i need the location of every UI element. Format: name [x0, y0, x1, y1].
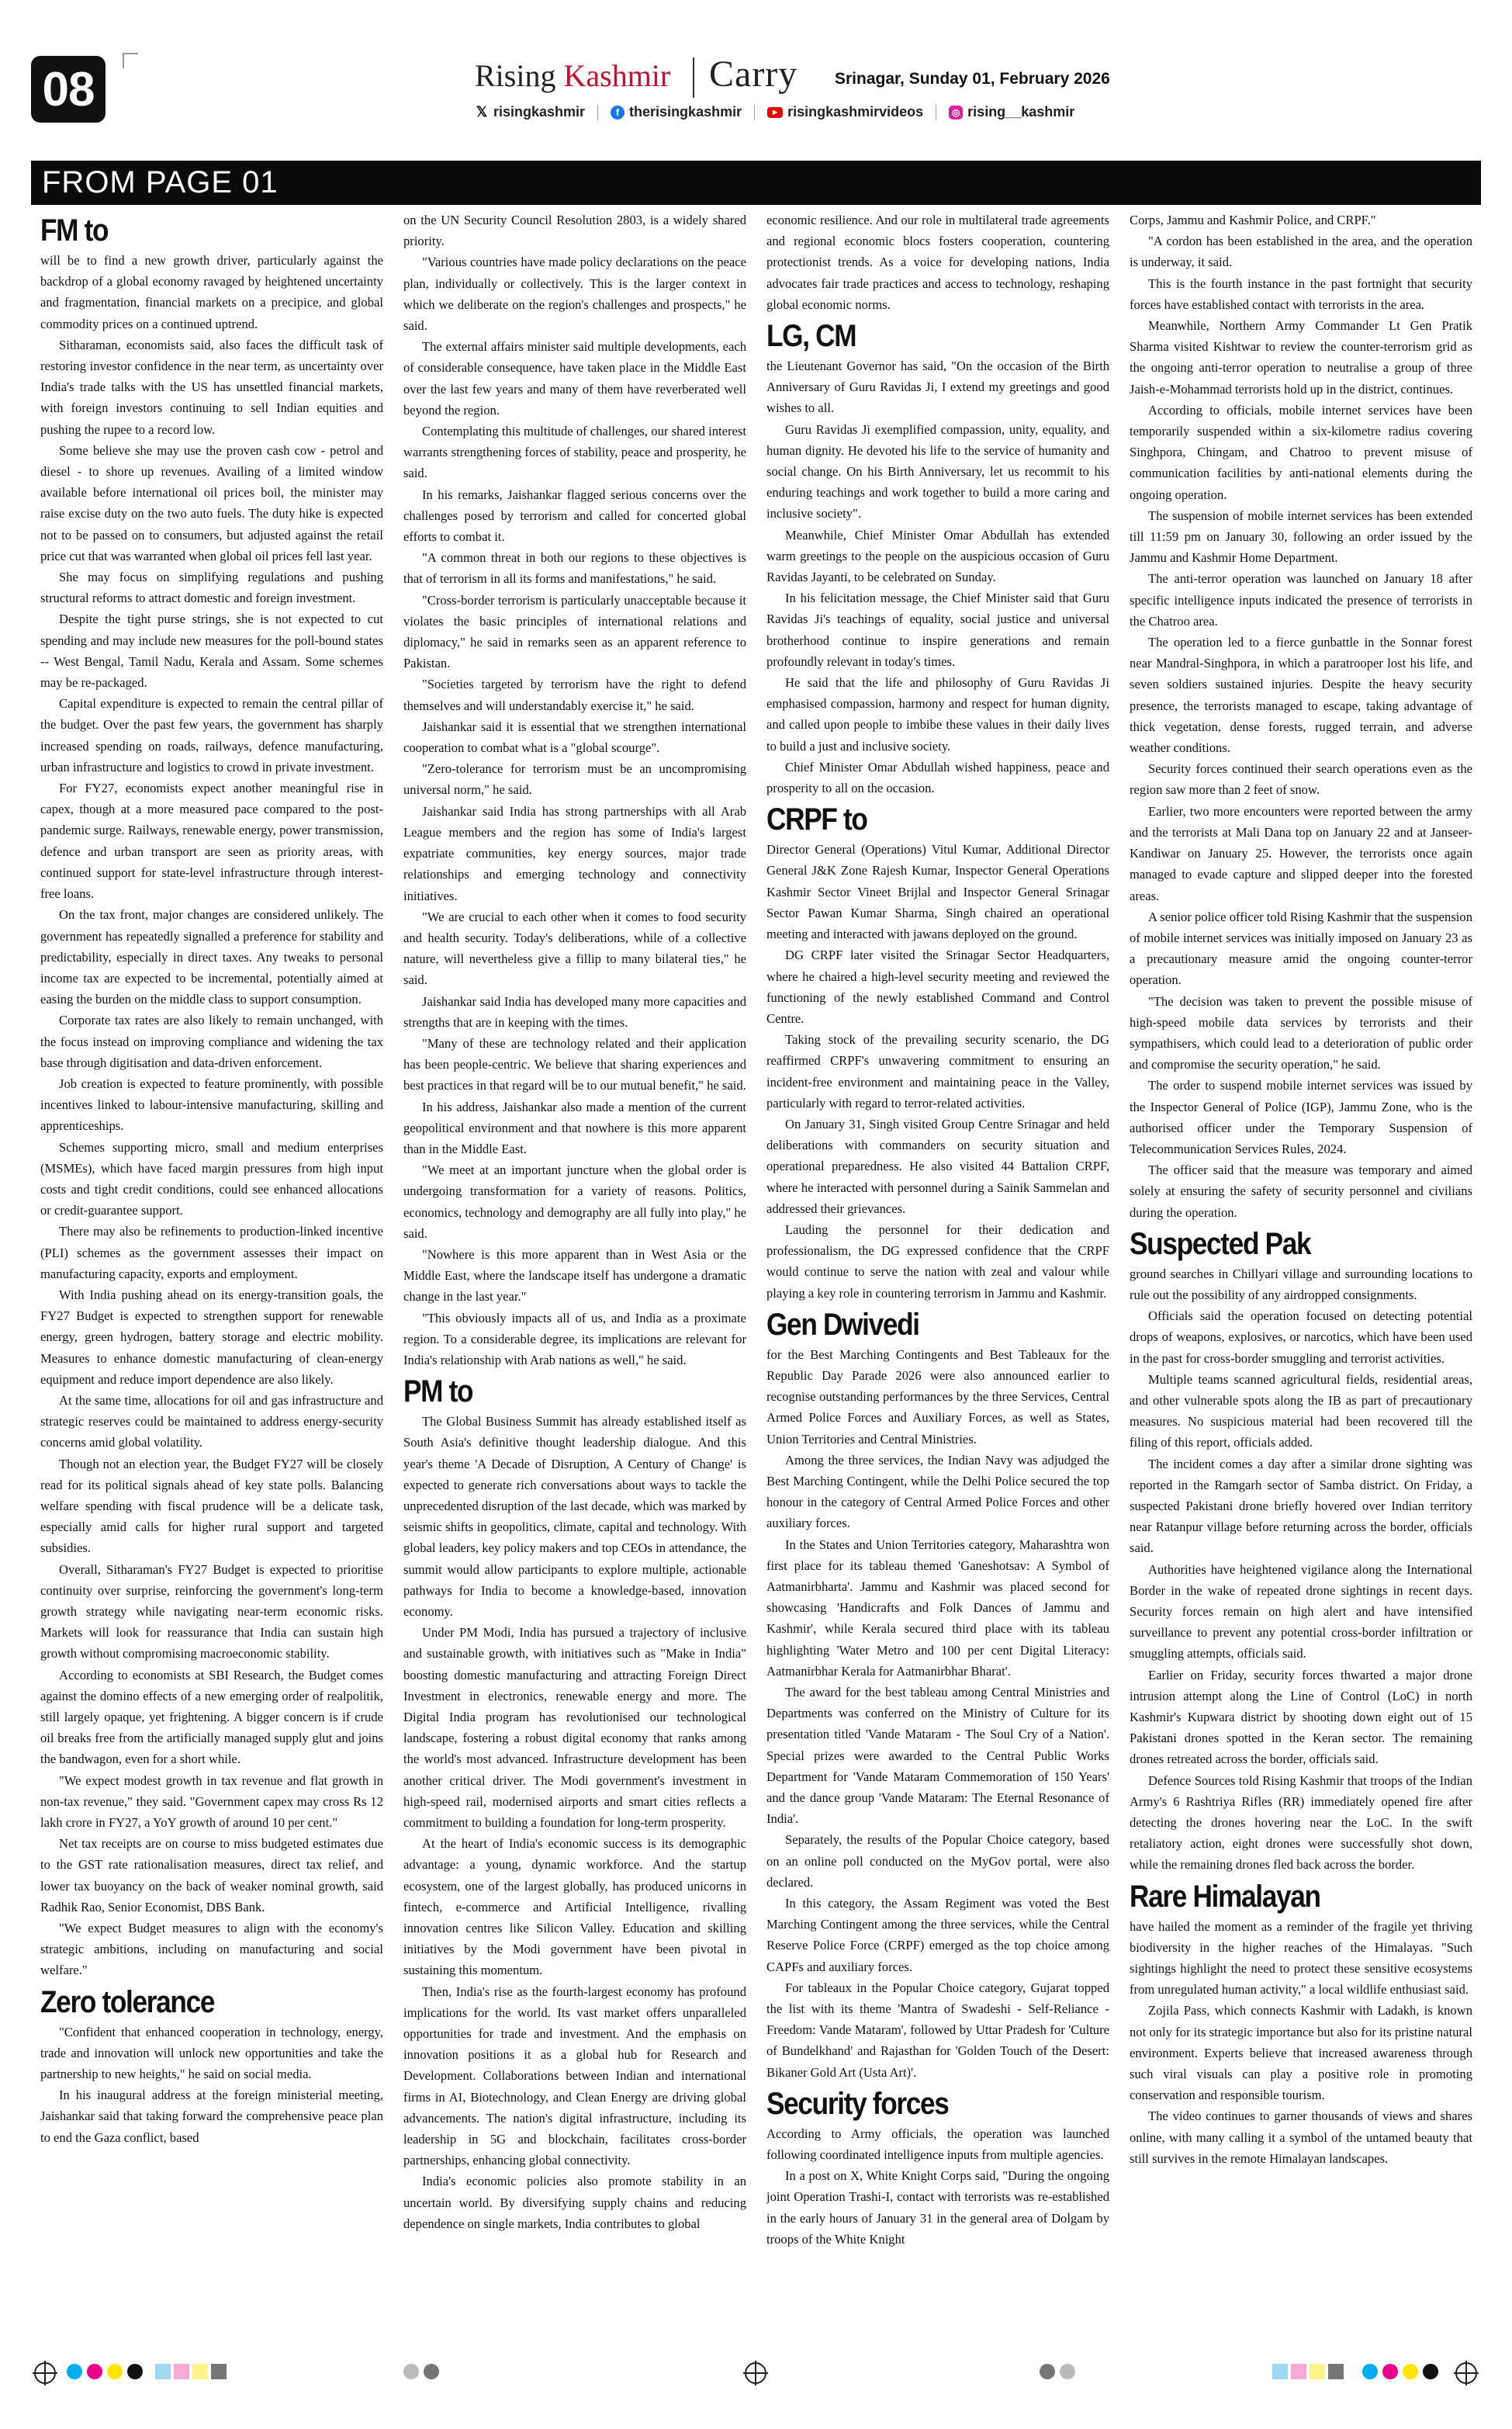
article-paragraph: Meanwhile, Northern Army Commander Lt Gen Pratik Sharma visited Kishtwar to review the counter-terrorism grid as the ongoing anti-terror operation to neutralise a group of three Jaish-e-Mohammad terrorists hold up in the district, continues.	[1130, 318, 1472, 397]
article-paragraph: "This obviously impacts all of us, and India as a proximate region. To a considerable degree, its implications are relevant for India's relationship with Arab nations as well," he said.	[403, 1310, 746, 1367]
article-paragraph: have hailed the moment as a reminder of the fragile yet thriving biodiversity in the higher reaches of the Himalayas. "Such sightings highlight the need to protect these sensitive ecosystems from unregulated human activity," a local wildlife enthusiast said.	[1130, 1918, 1472, 1998]
article-paragraph: Net tax receipts are on course to miss budgeted estimates due to the GST rate rationalisation measures, direct tax relief, and lower tax buoyancy on the back of weaker nominal growth, said Radhik Rao, Senior Economist, DBS Bank.	[40, 1836, 383, 1914]
article-paragraph: Earlier, two more encounters were reported between the army and the terrorists at Mali Dana top on January 22 and at Janseer-Kandiwar on January 25. However, the terrorists once again managed to evade capture and slipped deeper into the forested areas.	[1130, 803, 1472, 903]
article-paragraph: Security forces continued their search operations even as the region saw more than 2 feet of snow.	[1130, 761, 1472, 798]
article-paragraph: The order to suspend mobile internet services was issued by the Inspector General of Police (IGP), Jammu Zone, who is the authorised officer under the Temporary Suspension of Telecommunication Services Rules, 2024.	[1130, 1078, 1472, 1156]
yellow-swatch	[107, 2364, 123, 2379]
article-paragraph: "We expect Budget measures to align with the economy's strategic ambitions, including on manufacturing and social welfare."	[40, 1921, 383, 1978]
divider	[597, 105, 598, 120]
article-paragraph: "A common threat in both our regions to these objectives is that of terrorism in all its forms and manifestations," he said.	[403, 550, 746, 587]
article-paragraph: Chief Minister Omar Abdullah wished happiness, peace and prosperity to all on the occasion.	[766, 759, 1109, 796]
registration-mark-icon	[1455, 2362, 1477, 2384]
article-paragraph: In his felicitation message, the Chief Minister said that Guru Ravidas Ji's teachings of equality, social justice and universal brotherhood continue to inspire generations and remain profoundly relevant in today's times.	[766, 591, 1109, 669]
article-columns	[40, 210, 1472, 2348]
social-youtube[interactable]	[767, 104, 923, 120]
article-paragraph: On the tax front, major changes are considered unlikely. The government has repeatedly signalled a preference for stability and predictability, especially in direct taxes. Any tweaks to personal income tax are expected to be incremental, potentially aimed at easing the burden on the middle class to support consumption.	[40, 907, 383, 1007]
article-headline: Rare Himalayan	[1130, 1879, 1320, 1914]
article-paragraph: for the Best Marching Contingents and Best Tableaux for the Republic Day Parade 2026 were also announced earlier to recognise outstanding performances by the three Services, Central Armed Police Forces and Auxiliary Forces, as well as States, Union Territories and Central Ministries.	[766, 1346, 1109, 1447]
article-paragraph: The award for the best tableau among Central Ministries and Departments was conferred on the Ministry of Culture for its presentation titled 'Vande Mataram - The Soul Cry of a Nation'. Special prizes were awarded to the Central Public Works Department for 'Vande Mataram Commemoration of 150 Years' and the dance group 'Vande Mataram: The Eternal Resonance of India'.	[766, 1685, 1109, 1827]
article-paragraph: There may also be refinements to production-linked incentive (PLI) schemes as the government assesses their impact on manufacturing capacity, exports and employment.	[40, 1224, 383, 1281]
social-label: rising__kashmir	[967, 104, 1075, 120]
social-facebook[interactable]	[611, 104, 742, 120]
brand-logo	[475, 57, 670, 94]
article-paragraph: The operation led to a fierce gunbattle in the Sonnar forest near Mandral-Singhpora, in which a paratrooper lost his life, and seven soldiers sustained injuries. Despite the heavy security presence, the terrorists managed to escape, taking advantage of thick vegetation, dense forests, rugged terrain, and adverse weather conditions.	[1130, 635, 1472, 756]
facebook-icon: f	[611, 106, 625, 120]
article-paragraph: In this category, the Assam Regiment was voted the Best Marching Contingent among the three services, while the Central Reserve Police Force (CRPF) emerged as the top choice among CAPFs and auxiliary forces.	[766, 1896, 1109, 1974]
article-paragraph: "We expect modest growth in tax revenue and flat growth in non-tax revenue," they said. "Government capex may cross Rs 12 lakh crore in FY27, a YoY growth of around 10 per cent."	[40, 1772, 383, 1831]
article-paragraph: "Various countries have made policy declarations on the peace plan, individually or collectively. This is the larger context in which we deliberate on the region's challenges and prospects," he said.	[403, 255, 746, 334]
article-paragraph: The incident comes a day after a similar drone sighting was reported in the Ramgarh sector of Samba district. On Friday, a suspected Pakistani drone briefly hovered over Indian territory near Ratanpur village before returning across the border, officials said.	[1130, 1456, 1472, 1556]
article-paragraph: "Nowhere is this more apparent than in West Asia or the Middle East, where the landscape itself has undergone a dramatic change in the last year."	[403, 1246, 746, 1305]
article-paragraph: Despite the tight purse strings, she is not expected to cut spending and may include new measures for the poll-bound states -- West Bengal, Tamil Nadu, Kerala and Assam. Some schemes may be re-packaged.	[40, 612, 383, 691]
article-paragraph: He said that the life and philosophy of Guru Ravidas Ji emphasised compassion, harmony and respect for human dignity, and called upon people to imbibe these values in their daily lives to build a just and inclusive society.	[766, 675, 1109, 754]
article-paragraph: In the States and Union Territories category, Maharashtra won first place for its tableau themed 'Ganeshotsav: A Symbol of Aatmanirbharta'. Jammu and Kashmir was placed second for showcasing 'Handicrafts and Folk Dances of Jammu and Kashmir', while Kerala secured third place with its tableau highlighting 'Water Metro and 100 per cent Digital Literacy: Aatmanirbhar Kerala for Aatmanirbhar Bharat'.	[766, 1537, 1109, 1679]
social-label: risingkashmirvideos	[787, 104, 924, 120]
social-label: risingkashmir	[493, 104, 586, 120]
article-paragraph: "We meet at an important juncture when the global order is undergoing transformation for a variety of reasons. Politics, economics, technology and demography are all fully into play," he said.	[403, 1163, 746, 1241]
article-paragraph: "We are crucial to each other when it comes to food security and health security. Today's deliberations, while of a collective nature, will nevertheless give a fillip to many bilateral ties," he said.	[403, 909, 746, 988]
brand-rising: Rising	[475, 58, 556, 93]
article-headline: CRPF to	[766, 802, 867, 837]
article-paragraph: In his address, Jaishankar also made a mention of the current geopolitical environment and that nowhere is this more apparent than in the Middle East.	[403, 1099, 746, 1156]
article-headline: Security forces	[766, 2086, 949, 2121]
tint-swatch	[155, 2364, 171, 2379]
article-paragraph: India's economic policies also promote stability in an uncertain world. By diversifying supply chains and reducing dependence on single markets, India contributes to global	[403, 2174, 746, 2231]
article-paragraph: According to economists at SBI Research, the Budget comes against the domino effects of a new emerging order of realpolitik, still largely opaque, yet frightening. A bigger concern is if crude oil breaks free from the artificially managed supply glut and joins the bandwagon, even for a short while.	[40, 1667, 383, 1767]
article-paragraph: Though not an election year, the Budget FY27 will be closely read for its political signals ahead of key state polls. Balancing welfare spending with fiscal prudence will be a delicate task, especially amid calls for higher rural support and targeted subsidies.	[40, 1456, 383, 1556]
tint-swatch	[192, 2364, 208, 2379]
article-paragraph: A senior police officer told Rising Kashmir that the suspension of mobile internet services was initially imposed on January 23 as a precautionary measure amid the ongoing counter-terror operation.	[1130, 909, 1472, 988]
print-color-bar	[31, 2359, 1481, 2387]
article-paragraph: The officer said that the measure was temporary and aimed solely at ensuring the safety of security personnel and civilians during the operation.	[1130, 1163, 1472, 1220]
crop-mark	[123, 53, 138, 68]
tint-swatch	[1328, 2364, 1344, 2379]
article-paragraph: On January 31, Singh visited Group Centre Srinagar and held deliberations with commanders on security situation and operational preparedness. He also visited 44 Battalion CRPF, where he interacted with personnel during a Sainik Sammelan and addressed their grievances.	[766, 1116, 1109, 1216]
article-paragraph: Lauding the personnel for their dedication and professionalism, the DG expressed confidence that the CRPF would continue to serve the nation with zeal and valour while playing a key role in countering terrorism in Jammu and Kashmir.	[766, 1221, 1109, 1301]
article-headline: FM to	[40, 213, 109, 248]
article-paragraph: ground searches in Chillyari village and surrounding locations to rule out the possibility of any airdropped consignments.	[1130, 1266, 1472, 1302]
article-paragraph: "Zero-tolerance for terrorism must be an uncompromising universal norm," he said.	[403, 761, 746, 798]
brand-kashmir: Kashmir	[563, 58, 671, 93]
article-paragraph: Director General (Operations) Vitul Kumar, Additional Director General J&K Zone Rajesh Kumar, Inspector General Operations Kashmir Sector Vineet Brijlal and Inspector General Srinagar Sector Pawan Kumar Sharma, Singh chaired an operational meeting and interacted with jawans deployed on the ground.	[766, 842, 1109, 942]
instagram-icon: ◎	[949, 106, 963, 120]
article-paragraph: According to Army officials, the operation was launched following coordinated intelligence inputs from multiple agencies.	[766, 2126, 1109, 2163]
black-swatch	[1423, 2364, 1438, 2379]
article-paragraph: Separately, the results of the Popular Choice category, based on an online poll conducted on the MyGov portal, were also declared.	[766, 1832, 1109, 1890]
dateline: Srinagar, Sunday 01, February 2026	[835, 70, 1110, 88]
article-paragraph: "Confident that enhanced cooperation in technology, energy, trade and innovation will unlock new opportunities and take the partnership to new heights," he said on social media.	[40, 2024, 383, 2082]
youtube-icon: ▶	[767, 107, 783, 118]
article-paragraph: Job creation is expected to feature prominently, with possible incentives linked to labour-intensive manufacturing, skilling and apprenticeships.	[40, 1076, 383, 1134]
article-paragraph: Contemplating this multitude of challenges, our shared interest warrants strengthening forces of stability, peace and prosperity, he said.	[403, 424, 746, 481]
divider	[754, 105, 755, 120]
yellow-swatch	[1403, 2364, 1418, 2379]
article-paragraph: Among the three services, the Indian Navy was adjudged the Best Marching Contingent, while the Delhi Police secured the top honour in the category of Central Armed Police Forces and other auxiliary forces.	[766, 1452, 1109, 1531]
cyan-swatch	[1362, 2364, 1378, 2379]
article-headline: Zero tolerance	[40, 1984, 215, 2019]
tint-swatch	[1291, 2364, 1306, 2379]
article-paragraph: With India pushing ahead on its energy-transition goals, the FY27 Budget is expected to strengthen support for renewable energy, green hydrogen, battery storage and electric mobility. Measures to enhance domestic manufacturing of clean-energy equipment and reduce import dependence are also likely.	[40, 1287, 383, 1387]
article-paragraph: The anti-terror operation was launched on January 18 after specific intelligence inputs indicated the presence of terrorists in the Chatroo area.	[1130, 571, 1472, 629]
grey-swatch	[1040, 2364, 1055, 2379]
article-paragraph: Jaishankar said it is essential that we strengthen international cooperation to combat what is a "global scourge".	[403, 719, 746, 756]
article-paragraph: This is the fourth instance in the past fortnight that security forces have established contact with terrorists in the area.	[1130, 275, 1472, 312]
article-paragraph: on the UN Security Council Resolution 2803, is a widely shared priority.	[403, 213, 746, 249]
article-paragraph: Overall, Sitharaman's FY27 Budget is expected to prioritise continuity over surprise, reinforcing the government's long-term growth strategy while navigating near-term economic risks. Markets will look for reassurance that India can sustain high growth without compromising macroeconomic stability.	[40, 1561, 383, 1661]
article-paragraph: According to officials, mobile internet services have been temporarily suspended within a six-kilometre radius covering Singhpora, Chingam, and Chatroo to prevent misuse of communication facilities by anti-national elements during the ongoing operation.	[1130, 402, 1472, 502]
article-paragraph: "Cross-border terrorism is particularly unacceptable because it violates the basic principles of international relations and diplomacy," he said in remarks seen as an apparent reference to Pakistan.	[403, 592, 746, 671]
article-paragraph: Authorities have heightened vigilance along the International Border in the wake of repeated drone sightings in recent days. Security forces remain on high alert and have intensified surveillance to prevent any potential cross-border infiltration or smuggling attempts, officials said.	[1130, 1561, 1472, 1661]
article-paragraph: Jaishankar said India has strong partnerships with all Arab League members and the region has some of India's largest expatriate communities, key energy sources, major trade relationships and emerging technology and connectivity initiatives.	[403, 803, 746, 903]
article-paragraph: Meanwhile, Chief Minister Omar Abdullah has extended warm greetings to the people on the auspicious occasion of Guru Ravidas Jayanti, to be celebrated on Sunday.	[766, 527, 1109, 585]
article-paragraph: Defence Sources told Rising Kashmir that troops of the Indian Army's 6 Rashtriya Rifles (RR) immediately opened fire after detecting the drones hovering near the LoC. In the swift retaliatory action, eight drones were successfully shot down, while the remaining drones fled back across the border.	[1130, 1772, 1472, 1873]
article-paragraph: economic resilience. And our role in multilateral trade agreements and regional economic blocs fosters cooperation, countering protectionist trends. As a voice for developing nations, India advocates fair trade practices and access to technology, reshaping global economic norms.	[766, 213, 1109, 312]
article-paragraph: At the same time, allocations for oil and gas infrastructure and strategic reserves could be maintained to address energy-security concerns amid global volatility.	[40, 1392, 383, 1450]
registration-mark-icon	[34, 2362, 56, 2384]
registration-mark-icon	[745, 2362, 766, 2384]
masthead-divider	[693, 57, 694, 98]
article-paragraph: will be to find a new growth driver, particularly against the backdrop of a global economy ravaged by heightened uncertainty and fragmentation, financial markets on a precipice, and global commodity prices on a continued uptrend.	[40, 253, 383, 331]
black-swatch	[127, 2364, 143, 2379]
article-paragraph: The suspension of mobile internet services has been extended till 11:59 pm on January 30, following an order issued by the Jammu and Kashmir Home Department.	[1130, 508, 1472, 566]
tint-swatch	[174, 2364, 189, 2379]
article-paragraph: Corporate tax rates are also likely to remain unchanged, with the focus instead on improving compliance and widening the tax base through digitisation and data-driven enforcement.	[40, 1013, 383, 1070]
article-paragraph: She may focus on simplifying regulations and pushing structural reforms to attract domestic and foreign investment.	[40, 570, 383, 606]
section-name: Carry	[709, 54, 798, 95]
article-paragraph: The video continues to garner thousands of views and shares online, with many calling it a symbol of the untamed beauty that still survives in the remote Himalayan landscapes.	[1130, 2108, 1472, 2166]
article-paragraph: In his inaugural address at the foreign ministerial meeting, Jaishankar said that taking forward the comprehensive peace plan to end the Gaza conflict, based	[40, 2088, 383, 2145]
article-headline: Gen Dwivedi	[766, 1307, 919, 1342]
column-1	[40, 210, 383, 2348]
article-paragraph: DG CRPF later visited the Srinagar Sector Headquarters, where he chaired a high-level security meeting and reviewed the functioning of the newly established Command and Control Centre.	[766, 948, 1109, 1026]
article-paragraph: the Lieutenant Governor has said, "On the occasion of the Birth Anniversary of Guru Ravidas Ji, I extend my greetings and good wishes to all.	[766, 359, 1109, 416]
article-paragraph: "The decision was taken to prevent the possible misuse of high-speed mobile data services by terrorists and their sympathisers, which could lead to a deterioration of public order and compromise the security operation," he said.	[1130, 993, 1472, 1072]
column-2	[403, 210, 746, 2348]
article-paragraph: Capital expenditure is expected to remain the central pillar of the budget. Over the past few years, the government has sharply increased spending on roads, railways, defence manufacturing, urban infrastructure and logistics to crowd in private investment.	[40, 696, 383, 774]
article-paragraph: Then, India's rise as the fourth-largest economy has profound implications for the world. Its vast market offers unparalleled opportunities for trade and investment. And the emphasis on innovation positions it as a global hub for Research and Development. Collaborations between Indian and international firms in AI, Biotechnology, and Clean Energy are driving global advancements. The nation's digital infrastructure, including its leadership in 5G and blockchain, facilitates cross-border partnerships, enhancing global connectivity.	[403, 1984, 746, 2168]
x-icon: 𝕏	[476, 104, 488, 120]
article-paragraph: Multiple teams scanned agricultural fields, residential areas, and other vulnerable spots along the IB as part of precautionary measures. No suspicious material had been recovered till the filing of this report, officials added.	[1130, 1371, 1472, 1450]
column-3	[766, 210, 1109, 2348]
cyan-swatch	[67, 2364, 82, 2379]
tint-swatch	[1310, 2364, 1325, 2379]
social-instagram[interactable]	[949, 104, 1074, 120]
article-paragraph: Zojila Pass, which connects Kashmir with Ladakh, is known not only for its strategic importance but also for its pristine natural environment. Experts believe that increased awareness through such viral visuals can play a positive role in promoting conservation and responsible tourism.	[1130, 2003, 1472, 2103]
article-paragraph: Earlier on Friday, security forces thwarted a major drone intrusion attempt along the Line of Control (LoC) in north Kashmir's Kupwara district by shooting down eight out of 15 Pakistani drones spotted in the Keran sector. The remaining drones retreated across the border, officials said.	[1130, 1667, 1472, 1767]
article-paragraph: For FY27, economists expect another meaningful rise in capex, though at a more measured pace compared to the post-pandemic surge. Railways, renewable energy, power transmission, defence and urban transport are seen as priority areas, with continued support for state-level infrastructure through interest-free loans.	[40, 781, 383, 902]
tint-swatch	[1272, 2364, 1288, 2379]
section-banner: FROM PAGE 01	[31, 161, 1481, 205]
article-paragraph: Sitharaman, economists said, also faces the difficult task of restoring investor confidence in the near term, as uncertainty over India's trade talks with the US has unsettled financial markets, with foreign investors continuing to sell Indian equities and pushing the rupee to a record low.	[40, 337, 383, 437]
grey-swatch	[1060, 2364, 1075, 2379]
article-paragraph: Under PM Modi, India has pursued a trajectory of inclusive and sustainable growth, with initiatives such as "Make in India" boosting domestic manufacturing and attracting Foreign Direct Investment in electronics, renewable energy and more. The Digital India program has revolutionised our technological landscape, fostering a robust digital economy that ranks among the world's most advanced. Infrastructure development has been another critical driver. The Modi government's investment in high-speed rail, modernised airports and smart cities reflects a commitment to building a foundation for long-term prosperity.	[403, 1625, 746, 1831]
magenta-swatch	[1382, 2364, 1398, 2379]
social-label: therisingkashmir	[629, 104, 742, 120]
article-paragraph: In his remarks, Jaishankar flagged serious concerns over the challenges posed by terrorism and called for concerted global efforts to combat it.	[403, 487, 746, 545]
article-paragraph: Some believe she may use the proven cash cow - petrol and diesel - to shore up revenues. Availing of a limited window available before international oil prices boil, the minister may raise excise duty on the two auto fuels. The duty hike is expected not to be passed on to consumers, but adjusted against the retail price cut that was warranted when global oil prices fell last year.	[40, 442, 383, 563]
article-paragraph: Corps, Jammu and Kashmir Police, and CRPF."	[1130, 213, 1376, 227]
article-headline: PM to	[403, 1374, 473, 1409]
article-paragraph: "Many of these are technology related and their application has been people-centric. We believe that sharing experiences and best practices in that regard will be to our mutual benefit," he said.	[403, 1035, 746, 1093]
article-headline: Suspected Pak	[1130, 1226, 1311, 1261]
social-handles	[475, 104, 1074, 120]
social-x[interactable]	[475, 104, 585, 120]
page-number: 08	[31, 56, 106, 123]
magenta-swatch	[87, 2364, 102, 2379]
article-headline: LG, CM	[766, 319, 856, 354]
article-paragraph: Schemes supporting micro, small and medium enterprises (MSMEs), which have faced margin pressures from high input costs and tight credit conditions, could see enhanced allocations or credit-guarantee support.	[40, 1139, 383, 1218]
grey-swatch	[424, 2364, 439, 2379]
article-paragraph: Officials said the operation focused on detecting potential drops of weapons, explosives, or narcotics, which have been used in the past for cross-border smuggling and terrorist activities.	[1130, 1308, 1472, 1366]
column-4	[1130, 210, 1472, 2348]
article-paragraph: Guru Ravidas Ji exemplified compassion, unity, equality, and human dignity. He devoted his life to the service of humanity and social change. On his Birth Anniversary, let us recommit to his enduring teachings and work together to build a more caring and inclusive society".	[766, 421, 1109, 521]
article-paragraph: "A cordon has been established in the area, and the operation is underway, it said.	[1130, 234, 1472, 270]
article-paragraph: The external affairs minister said multiple developments, each of considerable consequence, have taken place in the Middle East over the last few years and many of them have reverberated well beyond the region.	[403, 339, 746, 418]
article-paragraph: "Societies targeted by terrorism have the right to defend themselves and will understandably exercise it," he said.	[403, 677, 746, 713]
article-paragraph: For tableaux in the Popular Choice category, Gujarat topped the list with its theme 'Mantra of Swadeshi - Self-Reliance - Freedom: Vande Mataram', followed by Uttar Pradesh for 'Culture of Bundelkhand' and Rajasthan for 'Golden Touch of the Desert: Bikaner Gold Art (Usta Art)'.	[766, 1980, 1109, 2080]
tint-swatch	[211, 2364, 227, 2379]
article-paragraph: In a post on X, White Knight Corps said, "During the ongoing joint Operation Trashi-I, contact with terrorists was re-established in the early hours of January 31 in the general area of Dolgam by troops of the White Knight	[766, 2168, 1109, 2247]
article-paragraph: At the heart of India's economic success is its demographic advantage: a young, dynamic workforce. And the startup ecosystem, one of the largest globally, has produced unicorns in fintech, e-commerce and Artificial Intelligence, rivalling innovation centres like Silicon Valley. Education and skilling initiatives by the Modi government have been pivotal in sustaining this momentum.	[403, 1836, 746, 1978]
article-paragraph: Taking stock of the prevailing security scenario, the DG reaffirmed CRPF's unwavering commitment to ensuring an incident-free environment and maintaining peace in the Valley, particularly with regard to terror-related activities.	[766, 1032, 1109, 1111]
grey-swatch	[403, 2364, 419, 2379]
article-paragraph: Jaishankar said India has developed many more capacities and strengths that are in keeping with the times.	[403, 993, 746, 1030]
article-paragraph: The Global Business Summit has already established itself as South Asia's definitive thought leadership dialogue. And this year's theme 'A Decade of Disruption, A Century of Change' is expected to generate rich conversations about ways to tackle the unprecedented disruption of the last decade, which was marked by seismic shifts in geopolitics, climate, capital and technology. With global leaders, key policy makers and top CEOs in attendance, the summit would allow participants to explore multiple, actionable pathways for India to become a knowledge-based, innovation economy.	[403, 1414, 746, 1619]
